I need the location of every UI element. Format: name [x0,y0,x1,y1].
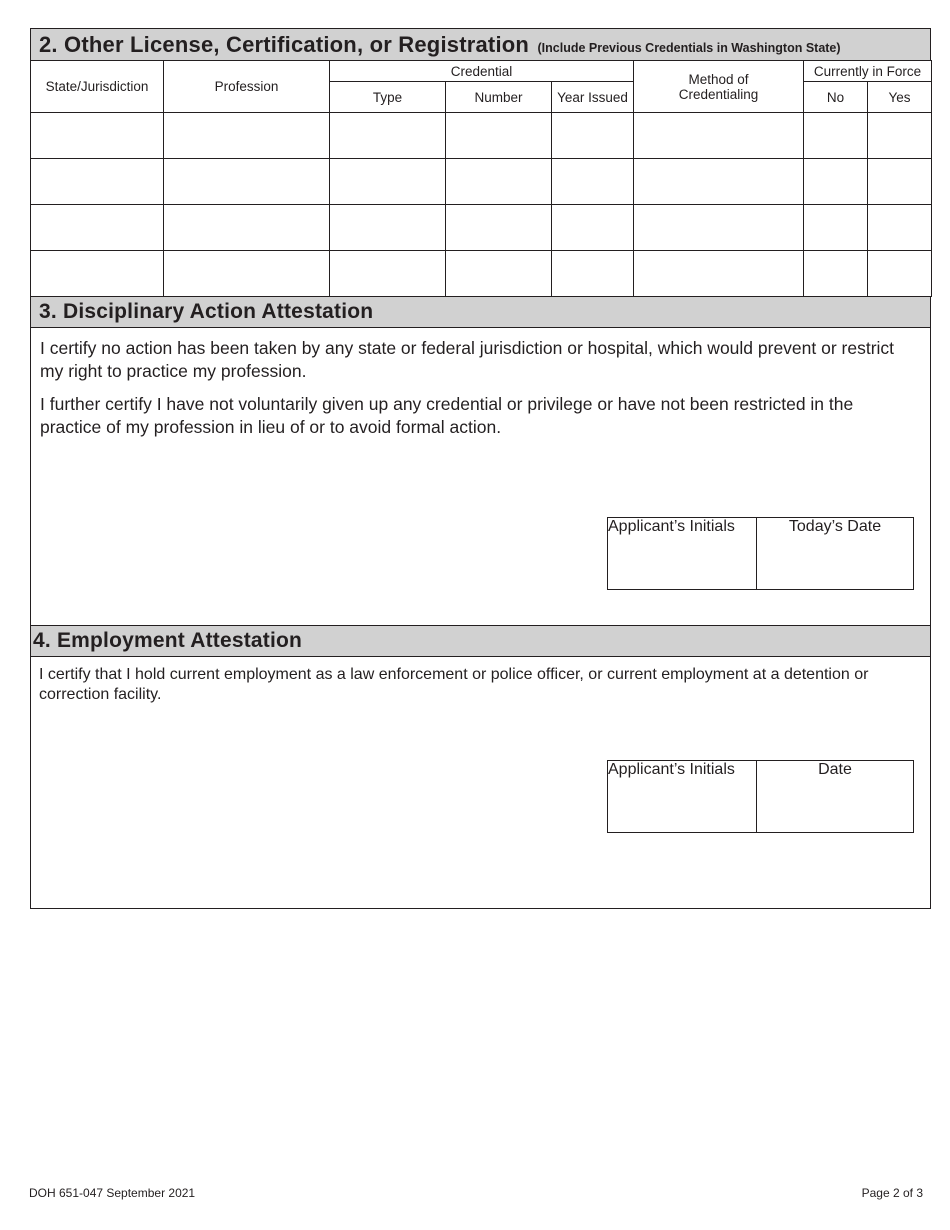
date-label: Date [818,761,852,778]
employment-statement: I certify that I hold current employment as a law enforcement or police officer, or current employment at a detention or correction facility. [39,666,869,703]
cell-profession[interactable] [164,205,330,251]
cell-yes[interactable] [868,251,932,297]
cell-profession[interactable] [164,113,330,159]
cell-state[interactable] [31,205,164,251]
cell-no[interactable] [804,251,868,297]
applicant-initials-label: Applicant’s Initials [608,761,735,778]
col-credential-group: Credential [330,61,634,82]
method-line-1: Method of [688,71,749,87]
cell-yes[interactable] [868,159,932,205]
cell-year-issued[interactable] [552,159,634,205]
cell-yes[interactable] [868,113,932,159]
cell-no[interactable] [804,205,868,251]
cell-type[interactable] [330,205,446,251]
cell-method[interactable] [634,113,804,159]
section-2-subtitle: (Include Previous Credentials in Washington State) [537,41,841,55]
col-method-of-credentialing [634,61,804,113]
section-3-header [30,296,931,328]
credentials-table [30,60,932,297]
table-row [31,205,932,251]
table-row [31,159,932,205]
col-state-jurisdiction: State/Jurisdiction [31,61,164,113]
col-yes: Yes [868,82,932,113]
disciplinary-signature-box [607,517,914,590]
section-4-title: 4. Employment Attestation [33,629,303,652]
cell-method[interactable] [634,159,804,205]
cell-type[interactable] [330,251,446,297]
cell-year-issued[interactable] [552,113,634,159]
col-type: Type [330,82,446,113]
cell-state[interactable] [31,159,164,205]
cell-state[interactable] [31,113,164,159]
cell-state[interactable] [31,251,164,297]
section-2-title: 2. Other License, Certification, or Registration [39,32,530,57]
section-4-header [30,625,931,657]
cell-number[interactable] [446,205,552,251]
cell-number[interactable] [446,113,552,159]
applicant-initials-label: Applicant’s Initials [608,518,735,535]
section-3-title: 3. Disciplinary Action Attestation [39,300,374,323]
form-identifier: DOH 651-047 September 2021 [29,1186,196,1200]
col-number: Number [446,82,552,113]
table-row [31,113,932,159]
disciplinary-statement-2: I further certify I have not voluntarily given up any credential or privilege or have not been restricted in the practice of my profession in lieu of or to avoid formal action. [40,394,854,437]
cell-no[interactable] [804,113,868,159]
cell-method[interactable] [634,251,804,297]
cell-no[interactable] [804,159,868,205]
cell-type[interactable] [330,113,446,159]
cell-type[interactable] [330,159,446,205]
cell-number[interactable] [446,251,552,297]
cell-year-issued[interactable] [552,205,634,251]
todays-date-field[interactable] [757,518,913,589]
cell-profession[interactable] [164,251,330,297]
cell-year-issued[interactable] [552,251,634,297]
disciplinary-statement-1: I certify no action has been taken by any state or federal jurisdiction or hospital, which would prevent or restrict my right to practice my profession. [40,338,895,381]
col-profession: Profession [164,61,330,113]
todays-date-label: Today’s Date [788,518,882,535]
table-row [31,251,932,297]
col-currently-in-force-group: Currently in Force [804,61,932,82]
section-2-header [30,28,931,61]
page-number: Page 2 of 3 [861,1186,923,1200]
cell-yes[interactable] [868,205,932,251]
employment-signature-box [607,760,914,833]
method-line-2: Credentialing [678,86,759,102]
cell-number[interactable] [446,159,552,205]
date-field[interactable] [757,761,913,832]
cell-method[interactable] [634,205,804,251]
col-year-issued: Year Issued [552,82,634,113]
applicant-initials-field[interactable] [608,761,757,832]
applicant-initials-field[interactable] [608,518,757,589]
col-no: No [804,82,868,113]
cell-profession[interactable] [164,159,330,205]
